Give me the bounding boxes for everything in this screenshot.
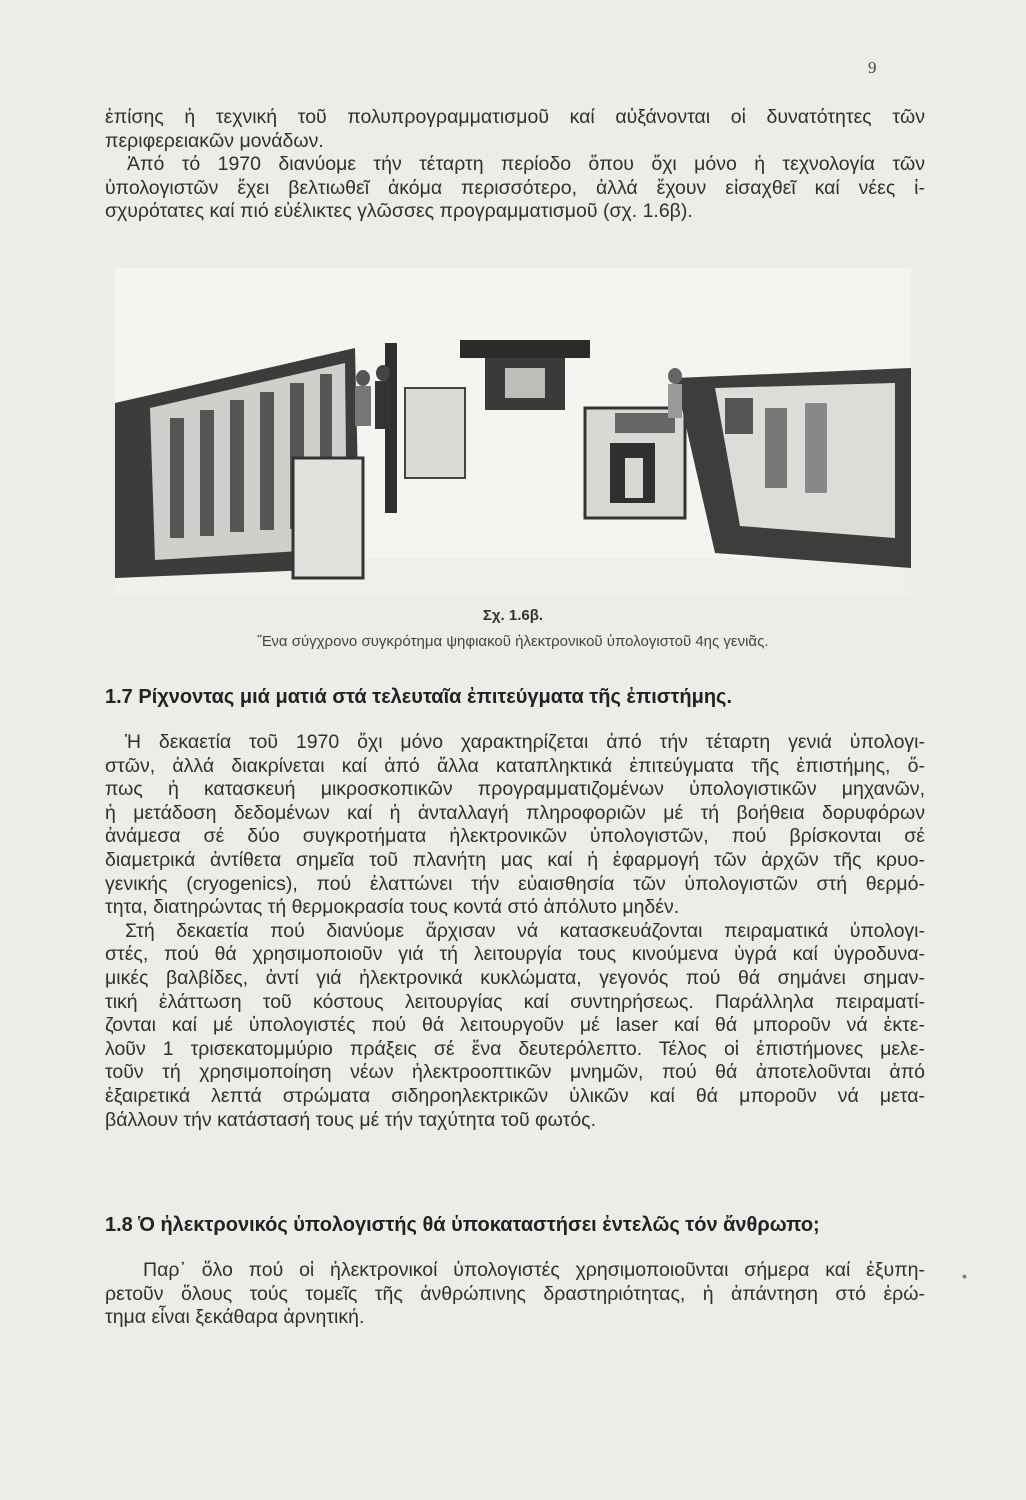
text-line: ἐπίσης ἡ τεχνική τοῦ πολυπρογραμματισμοῦ καί αὐξάνονται οἱ δυνατότητες τῶν — [105, 106, 925, 128]
text-line: ἀνάμεσα σέ δύο συγκροτήματα ἠλεκτρονικῶν ὑπολογιστῶν, πού βρίσκονται σέ — [105, 825, 925, 848]
text-line: Παρ᾿ ὅλο πού οἱ ἠλεκτρονικοί ὑπολογιστές χρησιμοποιοῦνται σήμερα καί ἐξυπη- — [143, 1259, 925, 1281]
text-line: περιφερειακῶν μονάδων. — [105, 129, 324, 152]
section-1-7-body — [105, 731, 925, 1132]
text-line: ἐξαιρετικά λεπτά στρώματα σιδηροηλεκτρικῶν ὑλικῶν καί θά μποροῦν νά μετα- — [105, 1084, 925, 1107]
section-1-8-body — [105, 1259, 925, 1330]
page-number: 9 — [868, 58, 877, 77]
margin-mark: • — [962, 1268, 967, 1284]
text-line: τοῦν τή χρησιμοποίηση νέων ἠλεκτροοπτικῶν μνημῶν, πού θά ἀποτελοῦνται ἀπό — [105, 1061, 925, 1084]
text-line: Ἀπό τό 1970 διανύομε τήν τέταρτη περίοδο ὅπου ὄχι μόνο ἡ τεχνολογία τῶν — [127, 153, 925, 176]
text-line: λοῦν 1 τρισεκατομμύριο πράξεις σέ ἕνα δευτερόλεπτο. Τέλος οἱ ἐπιστήμονες μελε- — [105, 1037, 925, 1060]
text-line: ζονται καί μέ ὑπολογιστές πού θά λειτουργοῦν μέ laser καί θά μποροῦν νά ἐκτε- — [105, 1014, 925, 1037]
text-line: στές, πού θά χρησιμοποιοῦν γιά τή λειτουργία τους κινούμενα ὑγρά καί ὑγροδυνα- — [105, 943, 925, 966]
text-line: διαμετρικά ἀντίθετα σημεῖα τοῦ πλανήτη μας καί ἡ ἐφαρμογή τῶν ἀρχῶν τῆς κρυο- — [105, 848, 925, 871]
text-line: τητα, διατηρώντας τή θερμοκρασία τους κοντά στό ἀπόλυτο μηδέν. — [105, 896, 680, 919]
text-line: μικές βαλβίδες, ἀντί γιά ἠλεκτρονικά κυκλώματα, γεγονός πού θά σημάνει σημαν- — [105, 966, 925, 989]
figure-caption: Ἕνα σύγχρονο συγκρότημα ψηφιακοῦ ἠλεκτρονικοῦ ὑπολογιστοῦ 4ης γενιᾶς. — [257, 633, 769, 650]
section-heading-1-8: 1.8 Ὁ ἠλεκτρονικός ὑπολογιστής θά ὑποκαταστήσει ἐντελῶς τόν ἄνθρωπο; — [105, 1214, 820, 1236]
text-line: βάλλουν τήν κατάστασή τους μέ τήν ταχύτητα τοῦ φωτός. — [105, 1108, 596, 1131]
text-line: τημα εἶναι ξεκάθαρα ἀρνητική. — [105, 1306, 365, 1329]
figure-label: Σχ. 1.6β. — [482, 607, 544, 624]
text-line: γενικής (cryogenics), πού ἐλαττώνει τήν εὐαισθησία τῶν ὑπολογιστῶν στή θερμό- — [105, 872, 925, 895]
section-heading-1-7: 1.7 Ρίχνοντας μιά ματιά στά τελευταῖα ἐπιτεύγματα τῆς ἐπιστήμης. — [105, 686, 733, 708]
text-line: Ἡ δεκαετία τοῦ 1970 ὄχι μόνο χαρακτηρίζεται ἀπό τήν τέταρτη γενιά ὑπολογι- — [125, 731, 925, 753]
text-line: σχυρότατες καί πιό εὐέλικτες γλῶσσες προγραμματισμοῦ (σχ. 1.6β). — [105, 200, 693, 223]
intro-paragraph — [105, 106, 925, 224]
text-line: ρετοῦν ὅλους τούς τομεῖς τῆς ἀνθρώπινης δραστηριότητας, ἡ ἀπάντηση στό ἐρώ- — [105, 1282, 925, 1305]
text-line: στῶν, ἀλλά διακρίνεται καί ἀπό ἄλλα καταπληκτικά ἐπιτεύγματα τῆς ἐπιστήμης, ὅ- — [105, 754, 925, 777]
text-line: τική ἐλάττωση τοῦ κόστους λειτουργίας καί συντηρήσεως. Παράλληλα πειραματί- — [105, 990, 925, 1013]
text-line: πως ἡ κατασκευή μικροσκοπικῶν προγραμματιζομένων ὑπολογιστικῶν μηχανῶν, — [105, 778, 925, 801]
computer-room-photo — [115, 268, 911, 597]
text-line: Στή δεκαετία πού διανύομε ἄρχισαν νά κατασκευάζονται πειραματικά ὑπολογι- — [125, 919, 925, 942]
text-line: ἡ μετάδοση δεδομένων καί ἡ ἀνταλλαγή πληροφοριῶν μέ τή βοήθεια δορυφόρων — [105, 801, 925, 824]
text-line: ὑπολογιστῶν ἔχει βελτιωθεῖ ἀκόμα περισσότερο, ἀλλά ἔχουν εἰσαχθεῖ καί νέες ἰ- — [105, 176, 925, 199]
